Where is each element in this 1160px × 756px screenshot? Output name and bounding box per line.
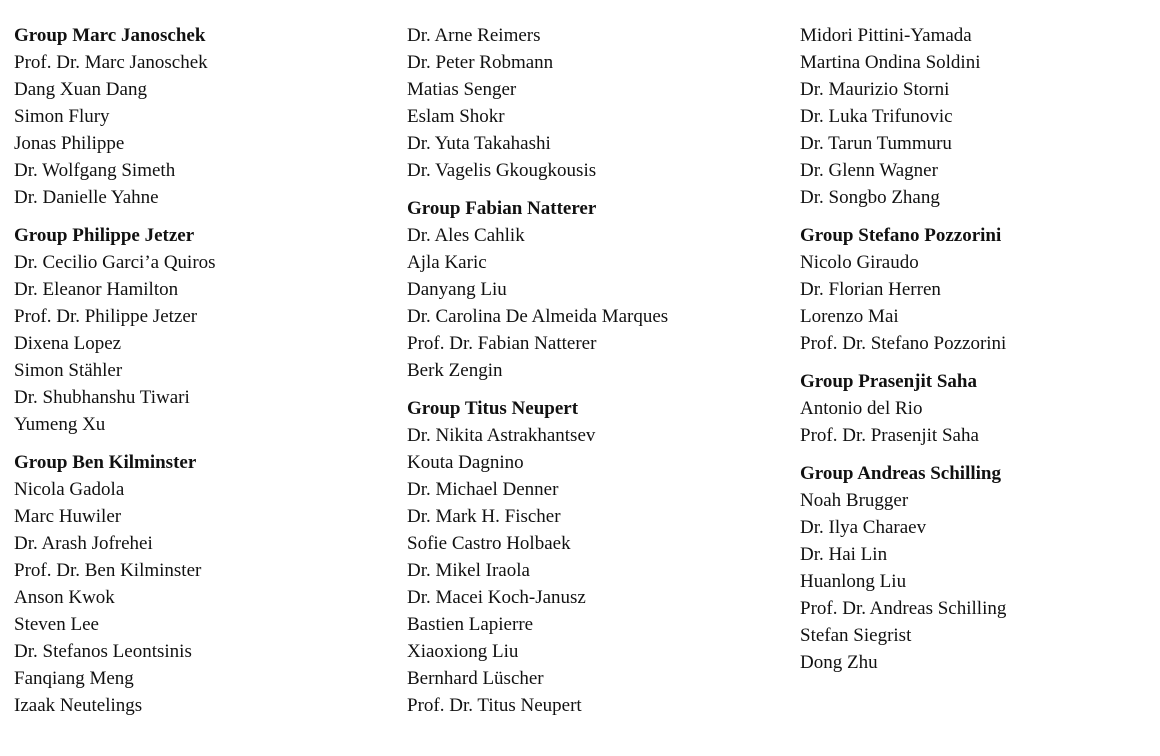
member-name: Ajla Karic (407, 252, 487, 273)
member-name: Midori Pittini-Yamada (800, 25, 972, 46)
member-name: Dr. Florian Herren (800, 279, 941, 300)
member-name: Dr. Wolfgang Simeth (14, 160, 176, 181)
member-name: Prof. Dr. Marc Janoschek (14, 52, 208, 73)
group-block (800, 22, 1006, 211)
member-name: Danyang Liu (407, 279, 507, 300)
group-block (407, 22, 668, 184)
member-name: Simon Flury (14, 106, 110, 127)
group-heading: Group Marc Janoschek (14, 25, 206, 46)
member-name: Dr. Ales Cahlik (407, 225, 525, 246)
member-name: Dr. Mikel Iraola (407, 560, 530, 581)
member-name: Lorenzo Mai (800, 306, 899, 327)
group-block (14, 222, 216, 438)
member-name: Marc Huwiler (14, 506, 122, 527)
member-name: Yumeng Xu (14, 414, 106, 435)
group-heading: Group Ben Kilminster (14, 452, 197, 473)
member-name: Prof. Dr. Andreas Schilling (800, 598, 1007, 619)
member-name: Dr. Shubhanshu Tiwari (14, 387, 190, 408)
member-name: Dr. Peter Robmann (407, 52, 554, 73)
member-name: Prof. Dr. Ben Kilminster (14, 560, 202, 581)
member-name: Huanlong Liu (800, 571, 907, 592)
group-block (407, 195, 668, 384)
member-name: Dr. Hai Lin (800, 544, 888, 565)
member-name: Nicolo Giraudo (800, 252, 919, 273)
group-block (800, 460, 1006, 676)
member-name: Dr. Macei Koch-Janusz (407, 587, 586, 608)
member-name: Xiaoxiong Liu (407, 641, 519, 662)
group-block (800, 222, 1006, 357)
member-name: Prof. Dr. Stefano Pozzorini (800, 333, 1007, 354)
member-name: Dr. Arne Reimers (407, 25, 541, 46)
member-name: Steven Lee (14, 614, 99, 635)
member-name: Dong Zhu (800, 652, 878, 673)
column-1 (14, 22, 216, 730)
member-name: Prof. Dr. Titus Neupert (407, 695, 582, 716)
member-name: Anson Kwok (14, 587, 115, 608)
member-name: Dr. Maurizio Storni (800, 79, 950, 100)
column-2 (407, 22, 668, 730)
member-name: Sofie Castro Holbaek (407, 533, 571, 554)
member-name: Dr. Glenn Wagner (800, 160, 938, 181)
member-name: Dr. Luka Trifunovic (800, 106, 953, 127)
member-name: Dr. Ilya Charaev (800, 517, 927, 538)
member-name: Stefan Siegrist (800, 625, 912, 646)
group-heading: Group Fabian Natterer (407, 198, 597, 219)
member-name: Eslam Shokr (407, 106, 505, 127)
member-name: Dixena Lopez (14, 333, 122, 354)
group-block (407, 395, 668, 719)
member-name: Dr. Nikita Astrakhantsev (407, 425, 596, 446)
member-name: Dr. Yuta Takahashi (407, 133, 551, 154)
member-name: Jonas Philippe (14, 133, 125, 154)
member-name: Dr. Arash Jofrehei (14, 533, 153, 554)
member-name: Fanqiang Meng (14, 668, 134, 689)
member-name: Dr. Songbo Zhang (800, 187, 940, 208)
group-heading: Group Philippe Jetzer (14, 225, 195, 246)
member-name: Prof. Dr. Fabian Natterer (407, 333, 597, 354)
member-name: Noah Brugger (800, 490, 909, 511)
member-name: Izaak Neutelings (14, 695, 143, 716)
member-name: Nicola Gadola (14, 479, 125, 500)
member-name: Berk Zengin (407, 360, 503, 381)
member-name: Dr. Vagelis Gkougkousis (407, 160, 597, 181)
group-heading: Group Stefano Pozzorini (800, 225, 1002, 246)
member-name: Dr. Cecilio Garci’a Quiros (14, 252, 216, 273)
member-name: Dr. Eleanor Hamilton (14, 279, 179, 300)
member-name: Prof. Dr. Philippe Jetzer (14, 306, 198, 327)
member-name: Dr. Danielle Yahne (14, 187, 159, 208)
member-name: Antonio del Rio (800, 398, 923, 419)
member-name: Simon Stähler (14, 360, 123, 381)
member-name: Dr. Carolina De Almeida Marques (407, 306, 669, 327)
member-name: Dang Xuan Dang (14, 79, 147, 100)
group-block (14, 22, 216, 211)
member-name: Prof. Dr. Prasenjit Saha (800, 425, 979, 446)
group-block (14, 449, 216, 719)
member-name: Martina Ondina Soldini (800, 52, 981, 73)
member-name: Bastien Lapierre (407, 614, 534, 635)
member-name: Kouta Dagnino (407, 452, 524, 473)
group-block (800, 368, 1006, 449)
member-name: Dr. Michael Denner (407, 479, 559, 500)
group-heading: Group Andreas Schilling (800, 463, 1001, 484)
group-heading: Group Prasenjit Saha (800, 371, 978, 392)
member-name: Matias Senger (407, 79, 517, 100)
member-name: Dr. Stefanos Leontsinis (14, 641, 192, 662)
column-3 (800, 22, 1006, 687)
member-name: Dr. Mark H. Fischer (407, 506, 561, 527)
member-name: Dr. Tarun Tummuru (800, 133, 952, 154)
group-heading: Group Titus Neupert (407, 398, 579, 419)
member-name: Bernhard Lüscher (407, 668, 544, 689)
